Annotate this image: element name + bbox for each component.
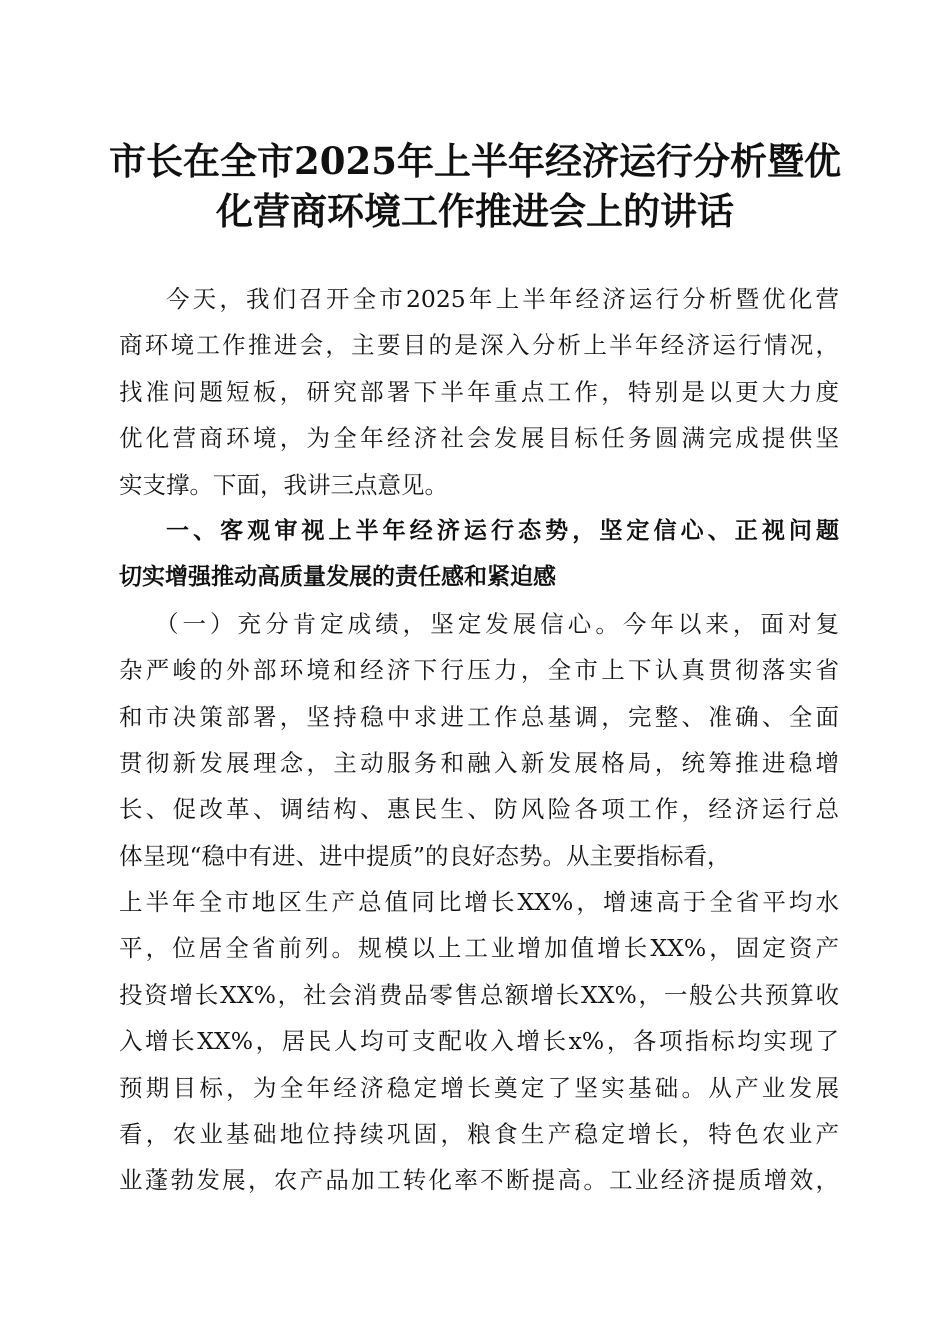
paragraph-line: 找准问题短板，研究部署下半年重点工作，特别是以更大力度	[119, 377, 839, 406]
paragraph-line: 入增长XX%，居民人均可支配收入增长x%，各项指标均实现了	[119, 1027, 839, 1056]
paragraph-line: 和市决策部署，坚持稳中求进工作总基调，完整、准确、全面	[119, 702, 839, 731]
paragraph-line: 商环境工作推进会，主要目的是深入分析上半年经济运行情况，	[119, 331, 839, 360]
paragraph-line: 杂严峻的外部环境和经济下行压力，全市上下认真贯彻落实省	[119, 656, 839, 685]
paragraph-line: 投资增长XX%，社会消费品零售总额增长XX%，一般公共预算收	[119, 980, 839, 1009]
paragraph-line: 业蓬勃发展，农产品加工转化率不断提高。工业经济提质增效，	[119, 1166, 839, 1195]
paragraph-line: 优化营商环境，为全年经济社会发展目标任务圆满完成提供坚	[119, 424, 839, 453]
paragraph-line: 长、促改革、调结构、惠民生、防风险各项工作，经济运行总	[119, 795, 839, 824]
heading-line: 一、客观审视上半年经济运行态势，坚定信心、正视问题	[166, 517, 839, 544]
title-line: 市长在全市2025年上半年经济运行分析暨优	[109, 139, 841, 183]
paragraph-line: 贯彻新发展理念，主动服务和融入新发展格局，统筹推进稳增	[119, 748, 839, 777]
paragraph-line: 实支撑。下面，我讲三点意见。	[119, 470, 448, 499]
subsection-paragraph-1	[119, 601, 839, 1204]
paragraph-line: 平，位居全省前列。规模以上工业增加值增长XX%，固定资产	[119, 934, 839, 963]
paragraph-line: 预期目标，为全年经济稳定增长奠定了坚实基础。从产业发展	[119, 1073, 839, 1102]
section-heading-1	[119, 508, 839, 601]
paragraph-line: 体呈现“稳中有进、进中提质”的良好态势。从主要指标看，	[119, 841, 731, 870]
paragraph-line: 今天，我们召开全市2025年上半年经济运行分析暨优化营	[166, 285, 839, 313]
paragraph-line: 上半年全市地区生产总值同比增长XX%，增速高于全省平均水	[119, 888, 839, 917]
paragraph-line: （一）充分肯定成绩，坚定发展信心。今年以来，面对复	[155, 609, 839, 638]
intro-paragraph	[119, 276, 839, 508]
heading-line: 切实增强推动高质量发展的责任感和紧迫感	[119, 564, 556, 591]
title-line: 化营商环境工作推进会上的讲话	[216, 189, 734, 233]
document-title	[80, 136, 870, 236]
paragraph-line: 看，农业基础地位持续巩固，粮食生产稳定增长，特色农业产	[119, 1120, 839, 1149]
document-body	[119, 276, 839, 1204]
